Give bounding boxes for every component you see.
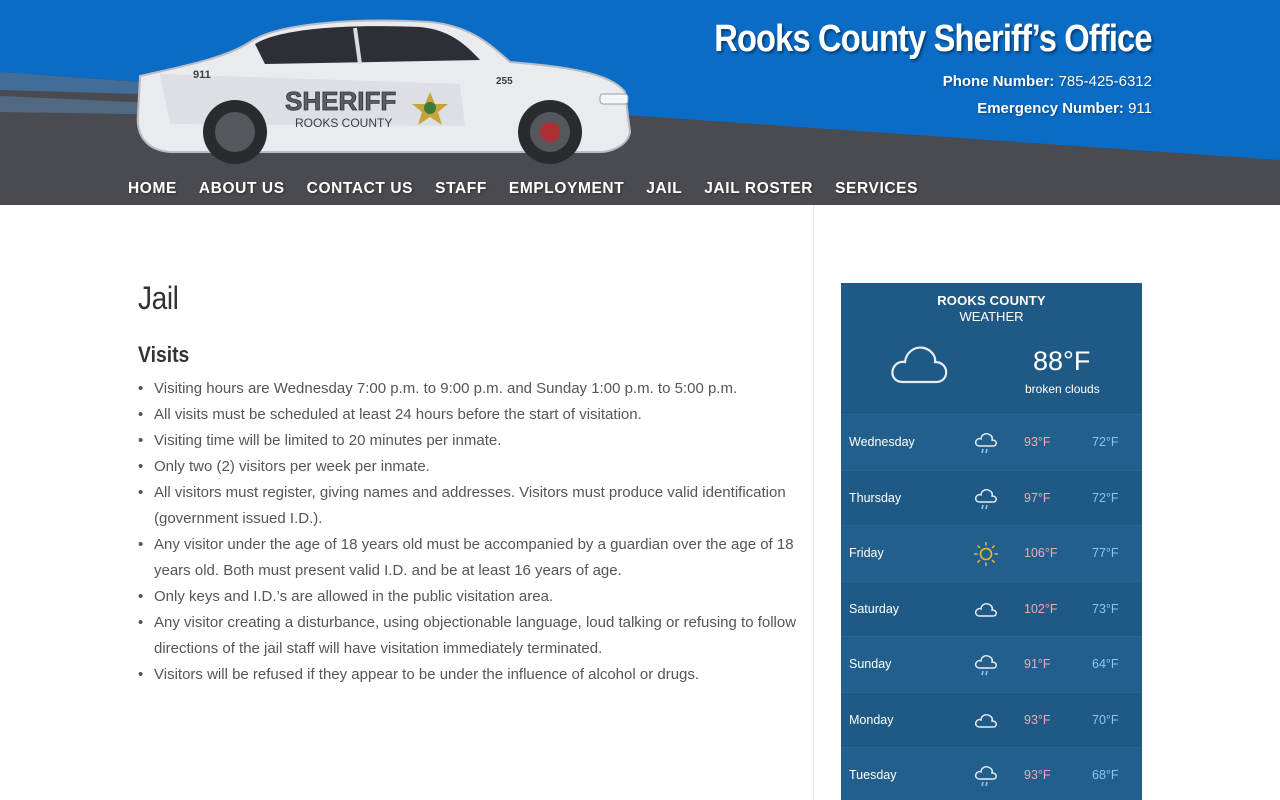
nav-item-home[interactable]: HOME [128,180,177,197]
forecast-low: 73°F [1092,601,1119,616]
emergency-number [977,100,1152,117]
nav-item-services[interactable]: SERVICES [835,180,919,197]
cloud-icon [973,708,999,734]
car-unit-text: 911 [193,69,211,81]
forecast-row [841,692,1142,748]
list-item: • Any visitor under the age of 18 years old must be accompanied by a guardian over the age of 18 years old. Both must present valid I.D. and be at least 16 years of age. [138,532,803,584]
forecast-low: 70°F [1092,712,1119,727]
nav-item-jail[interactable]: JAIL [646,180,683,197]
phone-number [943,73,1152,90]
weather-header [841,283,1142,324]
forecast-high: 91°F [1024,657,1051,671]
car-number-text: 255 [496,76,513,87]
forecast-day: Sunday [849,657,892,671]
forecast-list [841,414,1142,800]
forecast-day: Tuesday [849,768,897,782]
forecast-high: 93°F [1024,712,1051,727]
forecast-low: 72°F [1092,490,1119,505]
forecast-row [841,525,1142,581]
main-nav [128,180,940,198]
content-divider [813,205,814,800]
rain-cloud-icon [973,430,999,456]
list-item: • All visitors must register, giving names and addresses. Visitors must produce valid identification (government issued I.D.). [138,480,803,532]
emergency-value[interactable]: 911 [1128,100,1152,117]
visit-rules-list [138,376,803,688]
list-item: • Any visitor creating a disturbance, using objectionable language, loud talking or refusing to follow directions of the jail staff will have visitation immediately terminated. [138,610,803,662]
current-weather [841,324,1142,410]
forecast-row [841,636,1142,692]
list-item: • Only two (2) visitors per week per inmate. [138,454,803,480]
list-item: • Only keys and I.D.’s are allowed in the public visitation area. [138,584,803,610]
emergency-label: Emergency Number: [977,100,1124,117]
forecast-row [841,581,1142,637]
rain-cloud-icon [973,652,999,678]
forecast-high: 106°F [1024,546,1058,560]
site-title[interactable]: Rooks County Sheriff’s Office [714,18,1152,60]
list-item: • All visits must be scheduled at least 24 hours before the start of visitation. [138,402,803,428]
nav-item-staff[interactable]: STAFF [435,180,487,197]
forecast-day: Monday [849,712,894,727]
forecast-day: Thursday [849,490,902,505]
list-item: • Visitors will be refused if they appear to be under the influence of alcohol or drugs. [138,662,803,688]
nav-item-contact-us[interactable]: CONTACT US [306,180,414,197]
section-title-visits: Visits [138,342,190,367]
forecast-low: 77°F [1092,546,1119,560]
forecast-day: Wednesday [849,435,915,449]
site-header [0,0,1280,205]
forecast-low: 72°F [1092,435,1119,449]
current-description: broken clouds [1025,382,1100,396]
forecast-high: 97°F [1024,490,1051,505]
cloud-icon [889,342,949,386]
phone-value[interactable]: 785-425-6312 [1058,73,1152,90]
current-temperature: 88°F [1033,346,1091,376]
nav-item-employment[interactable]: EMPLOYMENT [508,180,625,197]
weather-county: ROOKS COUNTY [937,293,1046,308]
nav-item-about-us[interactable]: ABOUT US [198,180,285,197]
sun-icon [973,541,999,567]
forecast-low: 64°F [1092,657,1119,671]
page-title: Jail [138,280,179,316]
forecast-day: Saturday [849,601,900,616]
phone-label: Phone Number: [942,73,1055,90]
car-county-text: ROOKS COUNTY [295,116,393,130]
weather-widget [841,283,1142,800]
forecast-row [841,747,1142,800]
forecast-high: 93°F [1024,768,1051,782]
car-sheriff-text: SHERIFF [285,86,397,116]
forecast-day: Friday [849,546,884,560]
rain-cloud-icon [973,763,999,789]
nav-item-jail-roster[interactable]: JAIL ROSTER [704,180,814,197]
list-item: • Visiting hours are Wednesday 7:00 p.m. to 9:00 p.m. and Sunday 1:00 p.m. to 5:00 p.m. [138,376,803,402]
list-item: • Visiting time will be limited to 20 minutes per inmate. [138,428,803,454]
sheriff-car-image [130,14,640,164]
rain-cloud-icon [973,486,999,512]
forecast-high: 102°F [1024,601,1058,616]
forecast-high: 93°F [1024,435,1051,449]
weather-subtitle: WEATHER [959,309,1024,324]
forecast-row [841,414,1142,470]
forecast-row [841,470,1142,526]
cloud-icon [973,597,999,623]
forecast-low: 68°F [1092,768,1119,782]
